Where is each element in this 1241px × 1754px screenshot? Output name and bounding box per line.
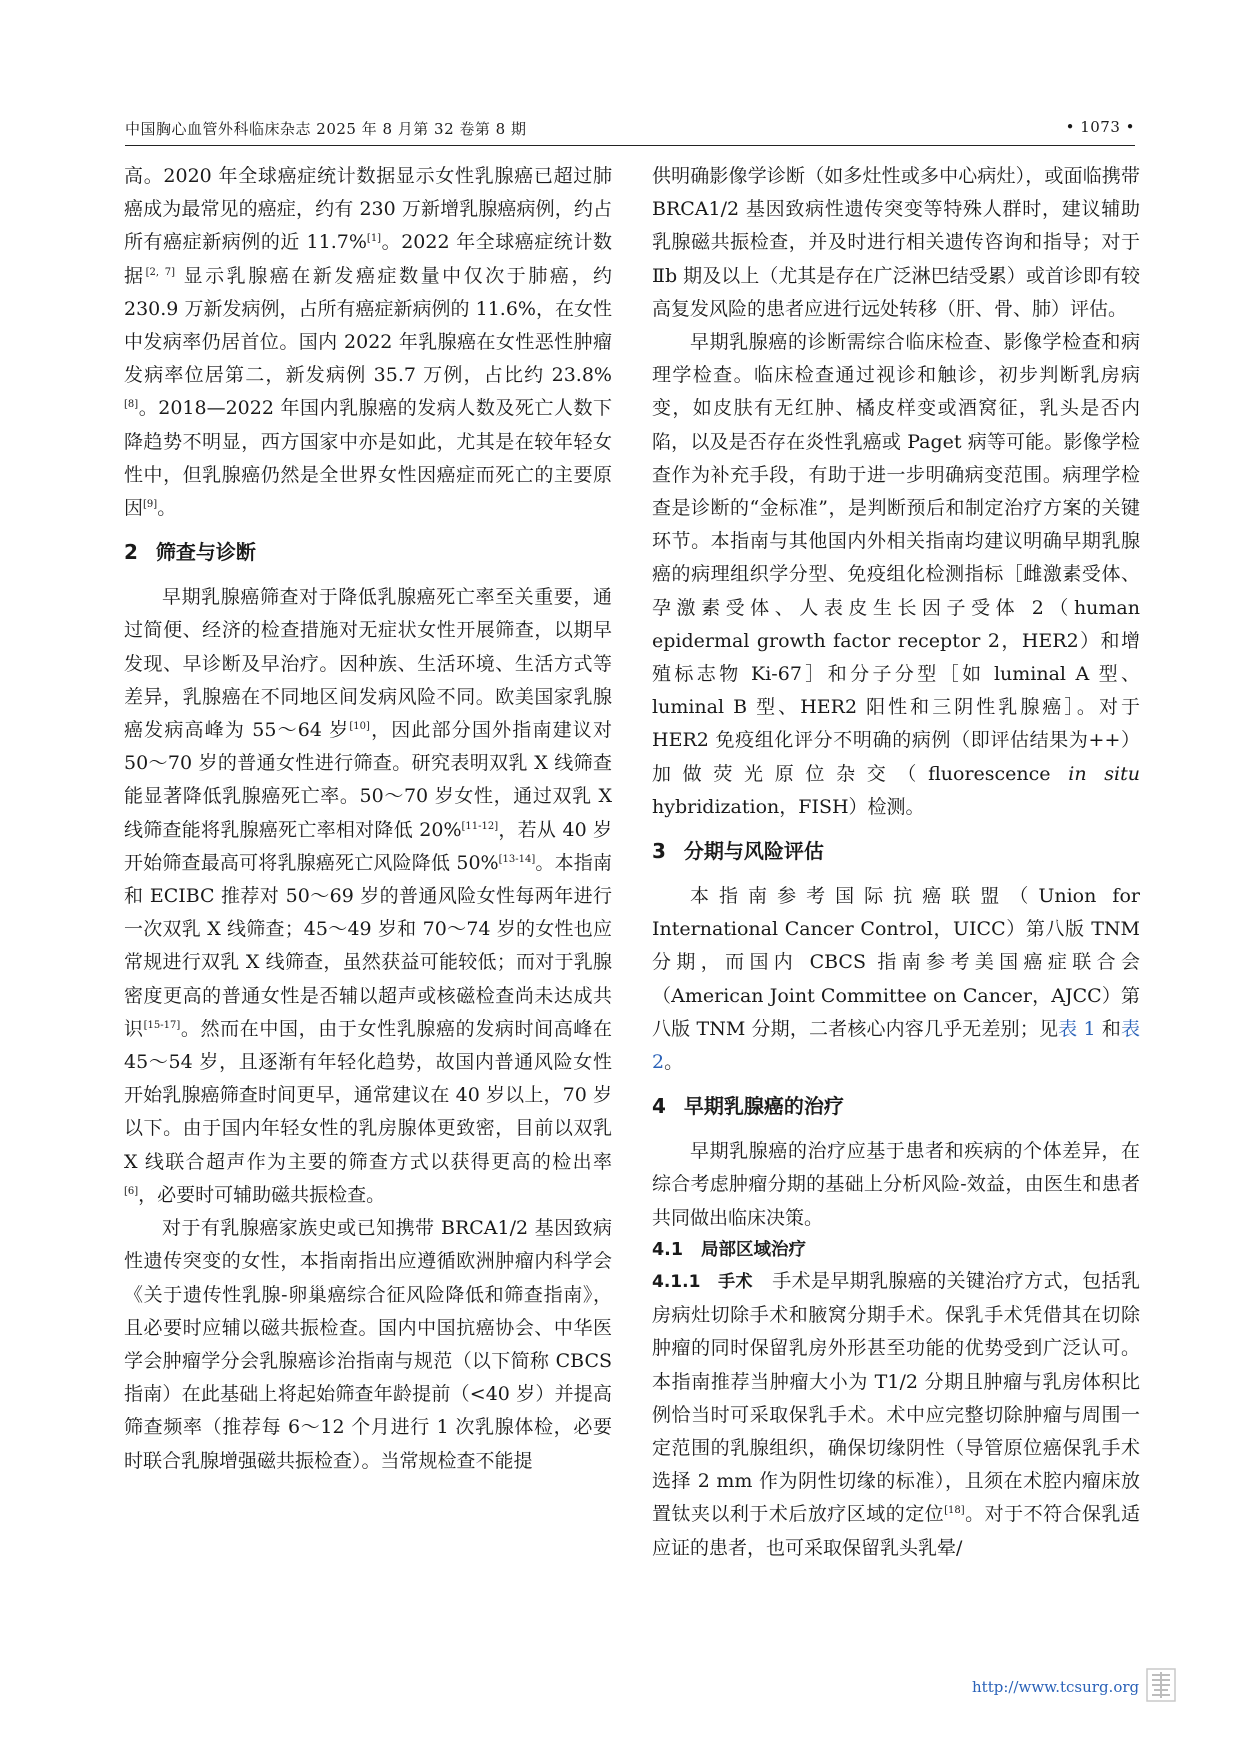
left-column: [124, 160, 612, 1478]
header-divider: [125, 145, 1135, 146]
table-2-link[interactable]: 表 2: [652, 1017, 1140, 1074]
citation[interactable]: [18]: [944, 1505, 965, 1517]
citation[interactable]: [11-12]: [461, 820, 499, 832]
citation[interactable]: [15-17]: [143, 1019, 181, 1031]
page-number: • 1073 •: [1065, 118, 1135, 136]
citation[interactable]: [10]: [349, 721, 370, 733]
right-column: [652, 160, 1140, 1565]
paragraph-screening: 早期乳腺癌筛查对于降低乳腺癌死亡率至关重要，通过简便、经济的检查措施对无症状女性开展筛查，以期早发现、早诊断及早治疗。因种族、生活环境、生活方式等差异，乳腺癌在不同地区间发病风险不同。欧美国家乳腺癌发病高峰为 55～64 岁[10]，因此部分国外指南建议对 50～70 岁的普通女性进行筛查。研究表明双乳 X 线筛查能显著降低乳腺癌死亡率。50～70 岁女性，通过双乳 X 线筛查能将乳腺癌死亡率相对降低 20%[11-12]，若从 40 岁开始筛查最高可将乳腺癌死亡风险降低 50%[13-14]。本指南和 ECIBC 推荐对 50～69 岁的普通风险女性每两年进行一次双乳 X 线筛查；45～49 岁和 70～74 岁的女性也应常规进行双乳 X 线筛查，虽然获益可能较低；而对于乳腺密度更高的普通女性是否辅以超声或核磁检查尚未达成共识[15-17]。然而在中国，由于女性乳腺癌的发病时间高峰在 45～54 岁，且逐渐有年轻化趋势，故国内普通风险女性开始乳腺癌筛查时间更早，通常建议在 40 岁以上，70 岁以下。由于国内年轻女性的乳房腺体更致密，目前以双乳 X 线联合超声作为主要的筛查方式以获得更高的检出率[6]，必要时可辅助磁共振检查。: [124, 586, 612, 1206]
paragraph-diagnosis: 早期乳腺癌的诊断需综合临床检查、影像学检查和病理学检查。临床检查通过视诊和触诊，初步判断乳房病变，如皮肤有无红肿、橘皮样变或酒窝征，乳头是否内陷，以及是否存在炎性乳癌或 Paget 病等可能。影像学检查作为补充手段，有助于进一步明确病变范围。病理学检查是诊断的“金标准”，是判断预后和制定治疗方案的关键环节。本指南与其他国内外相关指南均建议明确早期乳腺癌的病理组织学分型、免疫组化检测指标［雌激素受体、孕激素受体、人表皮生长因子受体 2（human epidermal growth factor receptor 2，HER2）和增殖标志物 Ki-67］和分子分型［如 luminal A 型、luminal B 型、HER2 阳性和三阴性乳腺癌］。对于 HER2 免疫组化评分不明确的病例（即评估结果为++）加做荧光原位杂交（fluorescence in situ hybridization，FISH）检测。: [652, 331, 1140, 818]
journal-logo-icon: [1146, 1668, 1176, 1702]
journal-title: 中国胸心血管外科临床杂志 2025 年 8 月第 32 卷第 8 期: [125, 120, 527, 138]
citation[interactable]: [6]: [124, 1185, 139, 1197]
paragraph-continued: 供明确影像学诊断（如多灶性或多中心病灶），或面临携带 BRCA1/2 基因致病性遗传突变等特殊人群时，建议辅助乳腺磁共振检查，并及时进行相关遗传咨询和指导；对于Ⅱb 期及以上（尤其是存在广泛淋巴结受累）或首诊即有较高复发风险的患者应进行远处转移（肝、骨、肺）评估。: [652, 165, 1140, 320]
running-header: [125, 118, 1135, 140]
footer-url-link[interactable]: http://www.tcsurg.org: [972, 1678, 1140, 1696]
citation[interactable]: [1]: [366, 233, 382, 245]
citation[interactable]: [8]: [124, 399, 139, 411]
citation[interactable]: [2, 7]: [145, 266, 175, 278]
citation[interactable]: [13-14]: [498, 853, 536, 865]
paragraph-hereditary: 对于有乳腺癌家族史或已知携带 BRCA1/2 基因致病性遗传突变的女性，本指南指出应遵循欧洲肿瘤内科学会《关于遗传性乳腺-卵巢癌综合征风险降低和筛查指南》，且必要时应辅以磁共振检查。国内中国抗癌协会、中华医学会肿瘤学分会乳腺癌诊治指南与规范（以下简称 CBCS 指南）在此基础上将起始筛查年龄提前（<40 岁）并提高筛查频率（推荐每 6～12 个月进行 1 次乳腺体检，必要时联合乳腺增强磁共振检查）。当常规检查不能提: [124, 1217, 612, 1472]
subsubsection-lead: 4.1.1 手术: [652, 1271, 753, 1292]
paragraph-epidemiology: 高。2020 年全球癌症统计数据显示女性乳腺癌已超过肺癌成为最常见的癌症，约有 230 万新增乳腺癌病例，约占所有癌症新病例的近 11.7%[1]。2022 年全球癌症统计数据[2, 7] 显示乳腺癌在新发癌症数量中仅次于肺癌，约 230.9 万新发病例，占所有癌症新病例的 11.6%，在女性中发病率仍居首位。国内 2022 年乳腺癌在女性恶性肿瘤发病率位居第二，新发病例 35.7 万例，占比约 23.8%[8]。2018—2022 年国内乳腺癌的发病人数及死亡人数下降趋势不明显，西方国家中亦是如此，尤其是在较年轻女性中，但乳腺癌仍然是全世界女性因癌症而死亡的主要原因[9]。: [124, 165, 612, 520]
table-1-link[interactable]: 表 1: [1058, 1017, 1096, 1040]
paragraph-staging: 本指南参考国际抗癌联盟（Union for International Cancer Control，UICC）第八版 TNM 分期，而国内 CBCS 指南参考美国癌症联合会（American Joint Committee on Cancer，AJCC）第八版 TNM 分期，二者核心内容几乎无差别；见表 1 和表 2。: [652, 885, 1140, 1074]
paragraph-surgery: 4.1.1 手术 手术是早期乳腺癌的关键治疗方式，包括乳房病灶切除手术和腋窝分期手术。保乳手术凭借其在切除肿瘤的同时保留乳房外形甚至功能的优势受到广泛认可。本指南推荐当肿瘤大小为 T1/2 分期且肿瘤与乳房体积比例恰当时可采取保乳手术。术中应完整切除肿瘤与周围一定范围的乳腺组织，确保切缘阴性（导管原位癌保乳手术选择 2 mm 作为阴性切缘的标准），且须在术腔内瘤床放置钛夹以利于术后放疗区域的定位[18]。对于不符合保乳适应证的患者，也可采取保留乳头乳晕/: [652, 1269, 1140, 1559]
section-heading-staging: 3 分期与风险评估: [652, 839, 824, 864]
section-heading-screening: 2 筛查与诊断: [124, 540, 256, 565]
paragraph-treatment: 早期乳腺癌的治疗应基于患者和疾病的个体差异，在综合考虑肿瘤分期的基础上分析风险-效益，由医生和患者共同做出临床决策。: [652, 1140, 1140, 1229]
subsection-heading-local: 4.1 局部区域治疗: [652, 1239, 807, 1260]
section-heading-treatment: 4 早期乳腺癌的治疗: [652, 1094, 844, 1119]
citation[interactable]: [9]: [143, 499, 158, 511]
